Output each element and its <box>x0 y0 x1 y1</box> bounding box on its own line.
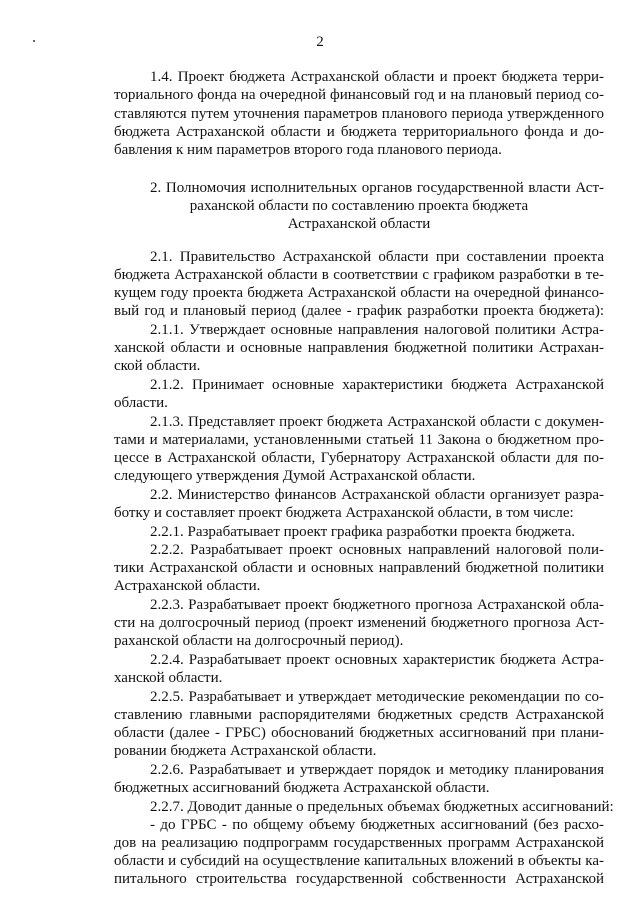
text-line: 2.1.3. Представляет проект бюджета Астраханской области с докумен- <box>150 414 604 430</box>
text-line: 2.2.6. Разрабатывает и утверждает порядок и методику планирования <box>150 762 604 778</box>
text-line: 2.2.3. Разрабатывает проект бюджетного прогноза Астраханской обла- <box>150 597 604 613</box>
text-line: 2.2.5. Разрабатывает и утверждает методические рекомендации по со- <box>150 689 604 705</box>
text-line: 2.1. Правительство Астраханской области при составлении проекта <box>150 249 604 265</box>
section-heading-line: раханской области по составлению проекта бюджета <box>189 198 529 214</box>
text-line: области (далее - ГРБС) обоснований бюджетных ассигнований при плани- <box>114 725 604 741</box>
text-line: ставлению главными распорядителями бюджетных средств Астраханской <box>114 707 604 723</box>
text-line: ботку и составляет проект бюджета Астраханской области, в том числе: <box>114 505 574 521</box>
text-line: - до ГРБС - по общему объему бюджетных ассигнований (без расхо- <box>150 817 604 833</box>
text-line: тики Астраханской области и основных направлений бюджетной политики <box>114 560 604 576</box>
text-line: ториального фонда на очередной финансовый год и на плановый период со- <box>114 87 604 103</box>
text-line: дов на реализацию подпрограмм государственных программ Астраханской <box>114 835 604 851</box>
text-line: 1.4. Проект бюджета Астраханской области и проект бюджета терри- <box>150 69 604 85</box>
section-heading-line: 2. Полномочия исполнительных органов государственной власти Аст- <box>150 180 604 196</box>
text-line: Астраханской области. <box>114 578 261 594</box>
text-line: ставляются путем уточнения параметров планового периода утвержденного <box>114 106 604 122</box>
text-line: бавления к ним параметров второго года планового периода. <box>114 142 502 158</box>
text-line: ханской области. <box>114 670 223 686</box>
text-line: кущем году проекта бюджета Астраханской области на очередной финансо- <box>114 285 604 301</box>
text-line: ханской области и основные направления бюджетной политики Астрахан- <box>114 340 604 356</box>
section-heading-line: Астраханской области <box>287 216 431 232</box>
text-line: ской области. <box>114 358 201 374</box>
text-line: бюджета Астраханской области в соответствии с графиком разработки в те- <box>114 267 604 283</box>
text-line: области и субсидий на осуществление капитальных вложений в объекты ка- <box>114 853 604 869</box>
text-line: ровании бюджета Астраханской области. <box>114 743 377 759</box>
text-line: сти на долгосрочный период (проект изменений бюджетного прогноза Аст- <box>114 615 604 631</box>
text-line: 2.2.2. Разрабатывает проект основных направлений налоговой поли- <box>150 542 604 558</box>
text-line: области. <box>114 395 168 411</box>
text-line: 2.2.1. Разрабатывает проект графика разработки проекта бюджета. <box>150 524 575 540</box>
text-line: 2.2. Министерство финансов Астраханской области организует разра- <box>150 487 604 503</box>
text-line: вый год и плановый период (далее - график разработки проекта бюджета): <box>114 303 604 319</box>
text-line: тами и материалами, установленными статьей 11 Закона о бюджетном про- <box>114 432 604 448</box>
text-line: 2.1.1. Утверждает основные направления налоговой политики Астра- <box>150 322 604 338</box>
scan-speck <box>33 40 35 42</box>
text-line: следующего утверждения Думой Астраханской области. <box>114 468 476 484</box>
text-line: бюджета Астраханской области и бюджета территориального фонда и до- <box>114 124 604 140</box>
text-line: бюджетных ассигнований бюджета Астраханской области. <box>114 780 490 796</box>
text-line: цессе в Астраханской области, Губернатору Астраханской области для по- <box>114 450 604 466</box>
text-line: питального строительства государственной собственности Астраханской <box>114 871 604 887</box>
text-line: 2.2.7. Доводит данные о предельных объемах бюджетных ассигнований: <box>150 799 614 815</box>
text-line: раханской области на долгосрочный период). <box>114 633 404 649</box>
page-number: 2 <box>316 34 324 50</box>
text-line: 2.1.2. Принимает основные характеристики бюджета Астраханской <box>150 377 604 393</box>
text-line: 2.2.4. Разрабатывает проект основных характеристик бюджета Астра- <box>150 652 604 668</box>
